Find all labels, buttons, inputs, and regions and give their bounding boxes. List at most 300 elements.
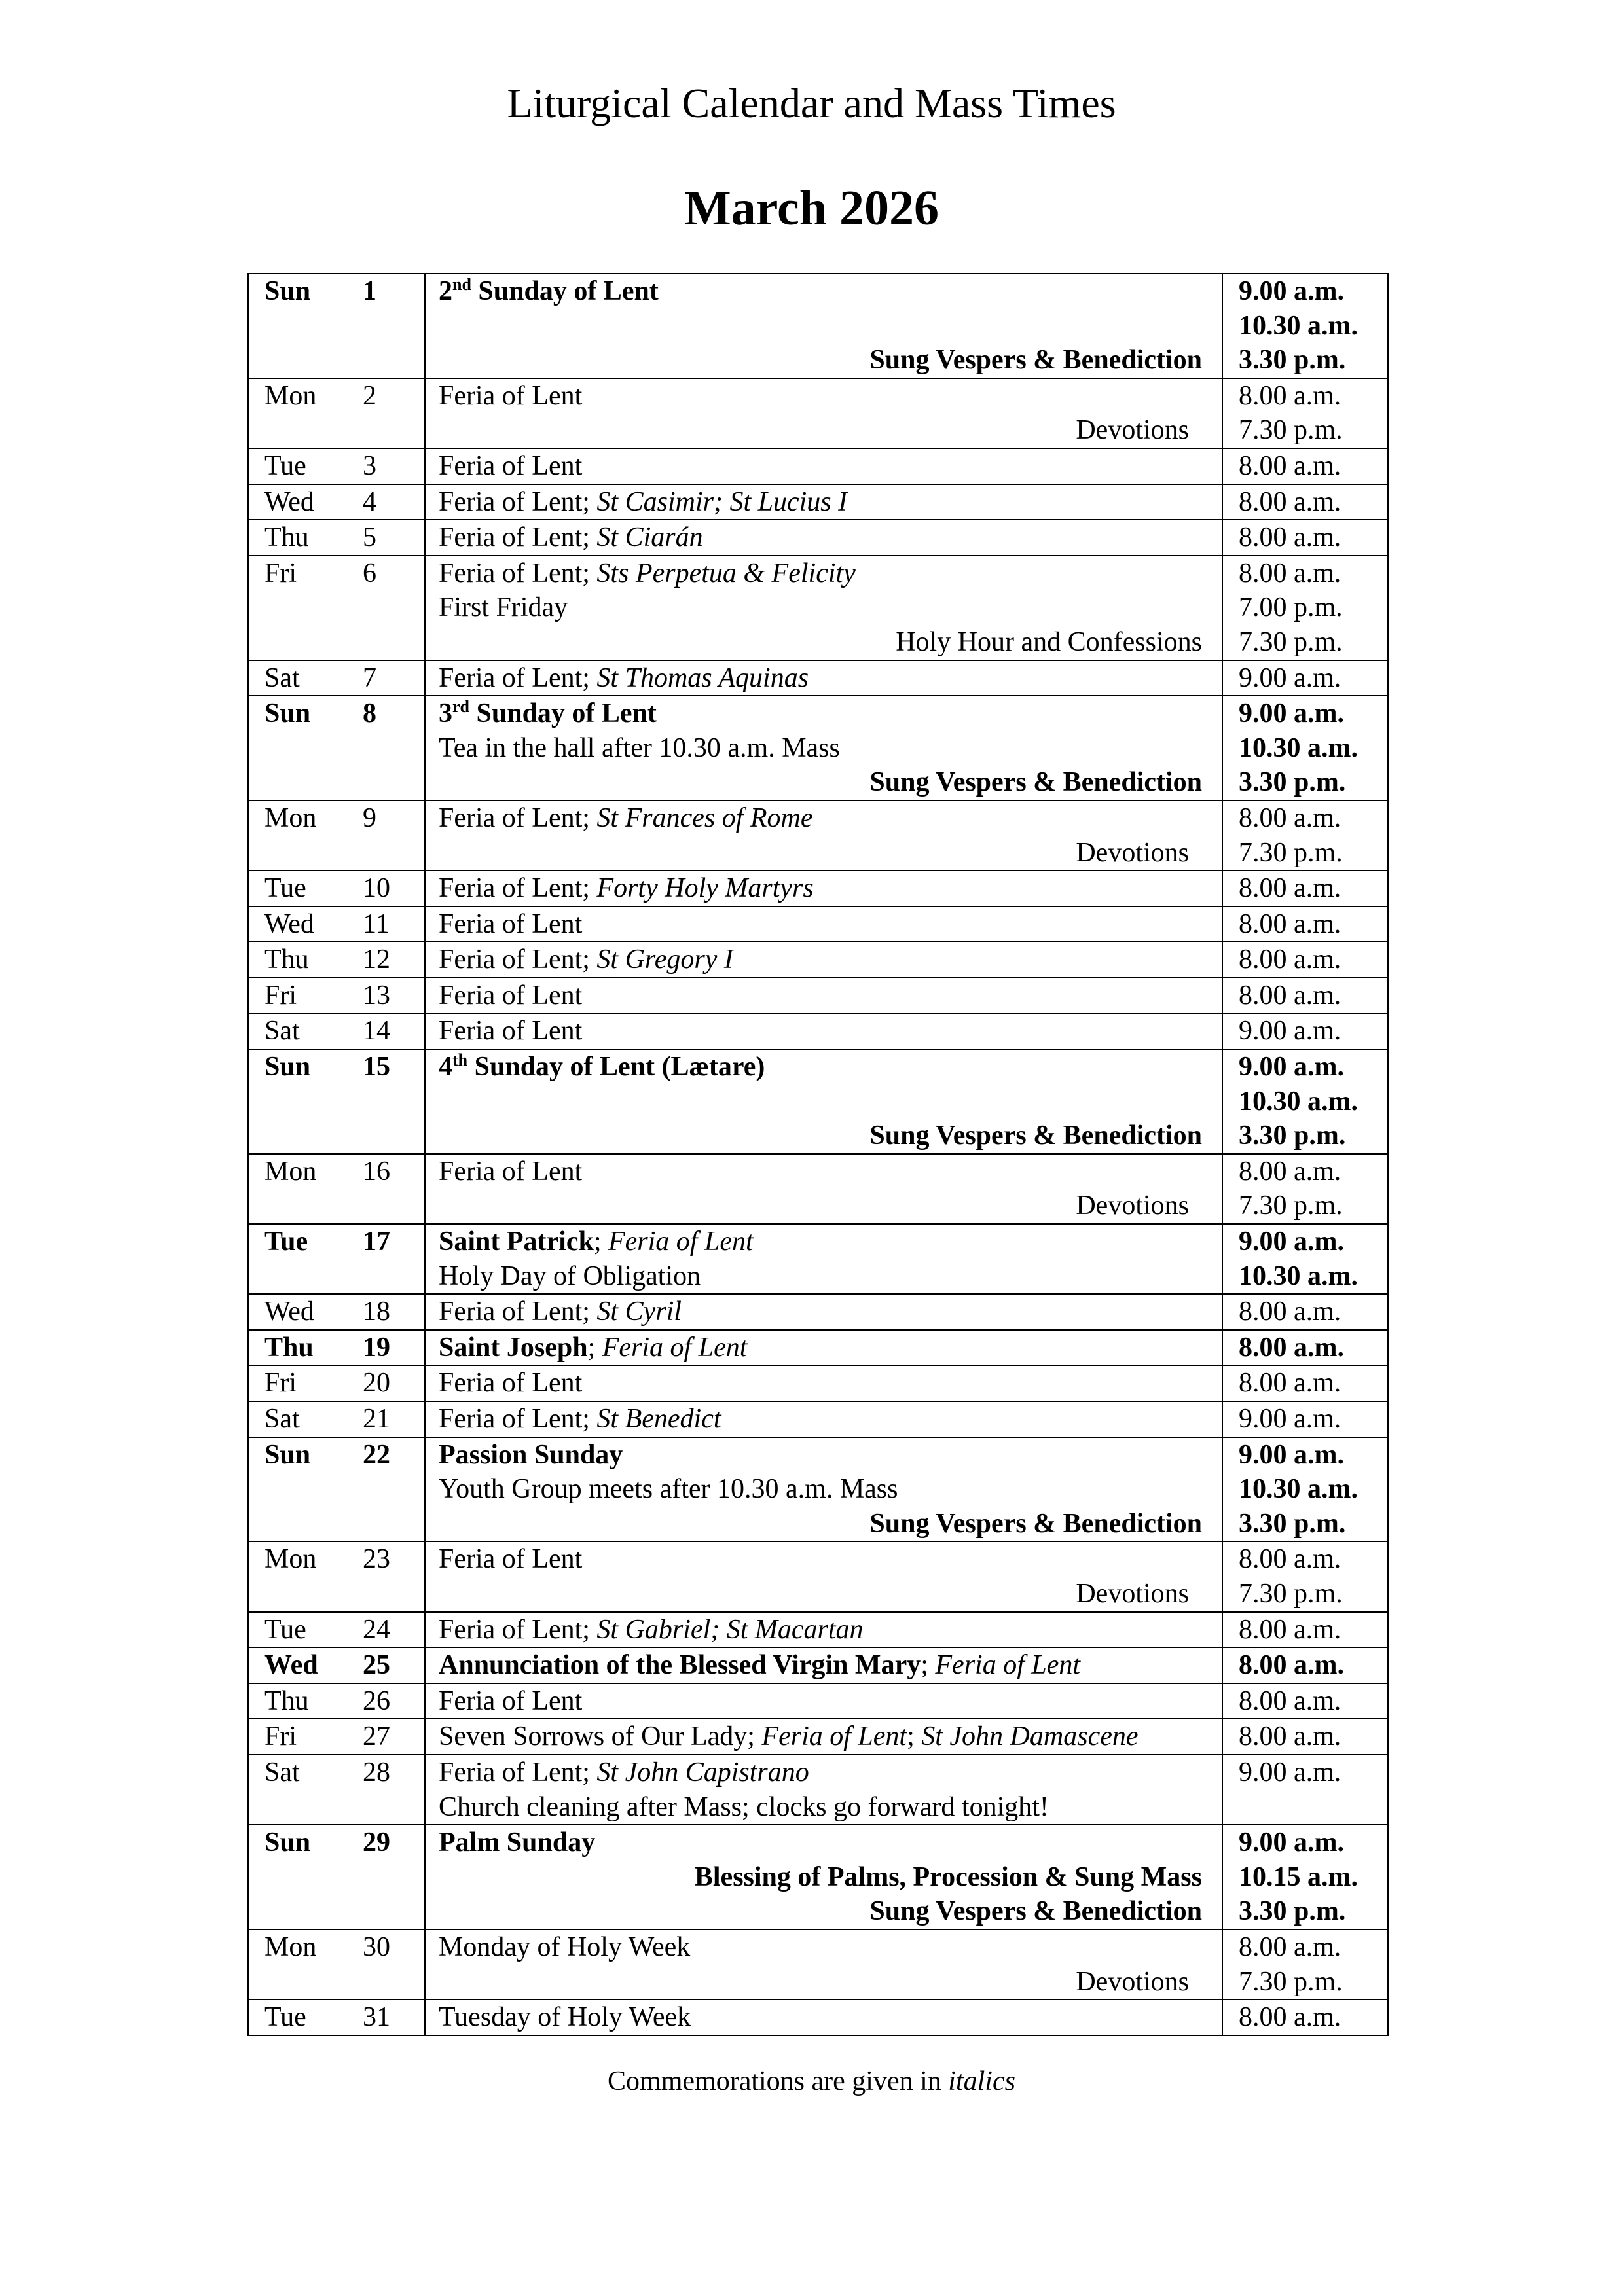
calendar-row	[248, 1330, 1388, 1366]
mass-time: 7.30 p.m.	[1239, 837, 1343, 868]
description-text: ;	[907, 1721, 922, 1752]
mass-times-cell	[1222, 1755, 1388, 1825]
mass-time: 8.00 a.m.	[1239, 1614, 1341, 1645]
description-text: Feria of Lent	[439, 380, 583, 411]
mass-time: 7.30 p.m.	[1239, 1966, 1343, 1997]
day-number: 31	[363, 2002, 390, 2033]
description-cell	[425, 1683, 1222, 1719]
day-cell	[248, 1049, 425, 1154]
description-text: Feria of Lent;	[439, 802, 597, 833]
commemoration-text: Feria of Lent	[602, 1332, 748, 1363]
day-cell	[248, 520, 425, 556]
mass-time: 8.00 a.m.	[1239, 450, 1341, 481]
calendar-row	[248, 978, 1388, 1014]
mass-time: 9.00 a.m.	[1239, 662, 1341, 693]
description-line	[439, 1259, 1202, 1294]
commemoration-text: St Casimir; St Lucius I	[596, 486, 848, 517]
description-cell	[425, 1294, 1222, 1330]
day-number: 28	[363, 1757, 390, 1787]
description-cell	[425, 1330, 1222, 1366]
description-text: Feria of Lent	[439, 1156, 583, 1187]
day-number: 8	[363, 698, 376, 729]
mass-time: 7.30 p.m.	[1239, 415, 1343, 446]
description-text: Feria of Lent	[439, 980, 583, 1011]
mass-time: 8.00 a.m.	[1239, 802, 1341, 833]
day-cell	[248, 378, 425, 448]
calendar-row	[248, 484, 1388, 520]
day-cell	[248, 1154, 425, 1224]
description-line	[439, 1225, 1202, 1259]
description-cell	[425, 1049, 1222, 1154]
mass-times-cell	[1222, 1612, 1388, 1648]
description-line	[439, 696, 1202, 731]
mass-time: 8.00 a.m.	[1239, 1650, 1344, 1681]
description-text: Feria of Lent	[439, 1016, 583, 1047]
day-name: Tue	[264, 873, 306, 904]
description-cell	[425, 378, 1222, 448]
day-number: 25	[363, 1650, 390, 1681]
day-number: 22	[363, 1439, 390, 1470]
day-name: Wed	[264, 1650, 318, 1681]
description-line	[439, 1755, 1202, 1790]
description-text: ;	[921, 1650, 936, 1681]
mass-time: 3.30 p.m.	[1239, 1121, 1346, 1151]
day-cell	[248, 870, 425, 906]
calendar-row	[248, 906, 1388, 942]
mass-times-cell	[1222, 660, 1388, 696]
description-cell	[425, 800, 1222, 870]
day-number: 16	[363, 1156, 390, 1187]
description-line	[439, 1189, 1202, 1223]
description-line	[439, 661, 1202, 696]
day-cell	[248, 1719, 425, 1755]
description-text: Sung Vespers & Benediction	[869, 1121, 1202, 1151]
day-number: 3	[363, 450, 376, 481]
description-line	[439, 1648, 1202, 1683]
mass-times-cell	[1222, 1294, 1388, 1330]
mass-times-cell	[1222, 378, 1388, 448]
description-cell	[425, 1365, 1222, 1401]
day-name: Mon	[264, 380, 317, 411]
description-text: 4	[439, 1052, 452, 1083]
commemoration-text: St Thomas Aquinas	[596, 662, 809, 693]
mass-times-cell	[1222, 520, 1388, 556]
description-cell	[425, 274, 1222, 378]
mass-time: 3.30 p.m.	[1239, 1508, 1346, 1539]
mass-time: 3.30 p.m.	[1239, 1896, 1346, 1927]
day-number: 10	[363, 873, 390, 904]
description-text: Feria of Lent;	[439, 873, 597, 904]
description-cell	[425, 1224, 1222, 1294]
mass-time: 8.00 a.m.	[1239, 558, 1341, 588]
commemoration-text: Sts Perpetua & Felicity	[596, 558, 856, 588]
commemoration-text: Feria of Lent	[935, 1650, 1081, 1681]
calendar-row	[248, 1401, 1388, 1437]
day-cell	[248, 1437, 425, 1542]
calendar-row	[248, 800, 1388, 870]
description-line	[439, 1085, 1202, 1119]
description-text: Sunday of Lent	[471, 276, 659, 306]
day-cell	[248, 696, 425, 800]
calendar-row	[248, 274, 1388, 378]
description-text: Passion Sunday	[439, 1439, 623, 1470]
day-number: 19	[363, 1332, 390, 1363]
day-cell	[248, 1013, 425, 1049]
description-line	[439, 1684, 1202, 1719]
description-text: Monday of Holy Week	[439, 1931, 691, 1962]
day-number: 24	[363, 1614, 390, 1645]
calendar-row	[248, 448, 1388, 484]
description-text: Devotions	[1076, 1191, 1189, 1221]
description-text: 2	[439, 276, 452, 306]
mass-time: 10.30 a.m.	[1239, 310, 1358, 341]
calendar-row	[248, 1825, 1388, 1929]
mass-time: 9.00 a.m.	[1239, 1439, 1344, 1470]
day-number: 23	[363, 1544, 390, 1575]
mass-time: 8.00 a.m.	[1239, 980, 1341, 1011]
day-name: Fri	[264, 980, 297, 1011]
description-text: Tuesday of Holy Week	[439, 2002, 691, 2033]
calendar-table	[247, 273, 1389, 2036]
description-text: 3	[439, 698, 452, 729]
day-number: 18	[363, 1297, 390, 1327]
commemoration-text: Forty Holy Martyrs	[596, 873, 814, 904]
calendar-row	[248, 1224, 1388, 1294]
mass-time: 10.30 a.m.	[1239, 1474, 1358, 1505]
description-text: Feria of Lent;	[439, 1614, 597, 1645]
day-cell	[248, 1294, 425, 1330]
ordinal-suffix: th	[452, 1050, 468, 1070]
description-line	[439, 1295, 1202, 1329]
day-name: Sun	[264, 1052, 311, 1083]
mass-time: 7.30 p.m.	[1239, 1191, 1343, 1221]
description-text: Holy Hour and Confessions	[896, 626, 1202, 657]
day-name: Fri	[264, 558, 297, 588]
footnote-text: Commemorations are given in	[608, 2066, 949, 2096]
description-text: Feria of Lent	[439, 908, 583, 939]
description-cell	[425, 484, 1222, 520]
day-name: Mon	[264, 1156, 317, 1187]
day-cell	[248, 942, 425, 978]
calendar-row	[248, 1437, 1388, 1542]
mass-time: 3.30 p.m.	[1239, 767, 1346, 798]
day-cell	[248, 1330, 425, 1366]
calendar-row	[248, 2000, 1388, 2036]
calendar-row	[248, 520, 1388, 556]
day-name: Sat	[264, 1757, 300, 1787]
description-text: Feria of Lent;	[439, 1297, 597, 1327]
description-line	[439, 1155, 1202, 1189]
day-name: Tue	[264, 1614, 306, 1645]
calendar-row	[248, 1049, 1388, 1154]
day-cell	[248, 2000, 425, 2036]
description-text: ;	[587, 1332, 602, 1363]
day-name: Sat	[264, 1016, 300, 1047]
commemoration-text: St Ciarán	[596, 522, 703, 553]
day-name: Mon	[264, 1544, 317, 1575]
day-cell	[248, 448, 425, 484]
description-line	[439, 413, 1202, 448]
mass-time: 8.00 a.m.	[1239, 1332, 1344, 1363]
calendar-row	[248, 696, 1388, 800]
description-line	[439, 274, 1202, 309]
mass-time: 9.00 a.m.	[1239, 1052, 1344, 1083]
calendar-row	[248, 1154, 1388, 1224]
mass-time: 9.00 a.m.	[1239, 698, 1344, 729]
description-cell	[425, 1437, 1222, 1542]
description-line	[439, 871, 1202, 906]
day-number: 1	[363, 276, 376, 306]
description-line	[439, 907, 1202, 942]
description-line	[439, 449, 1202, 484]
description-cell	[425, 870, 1222, 906]
description-cell	[425, 978, 1222, 1014]
description-line	[439, 765, 1202, 800]
description-cell	[425, 1013, 1222, 1049]
day-name: Thu	[264, 1685, 309, 1716]
commemoration-text: Feria of Lent	[761, 1721, 907, 1752]
mass-times-cell	[1222, 448, 1388, 484]
day-name: Tue	[264, 1227, 308, 1257]
description-text: Sunday of Lent (Lætare)	[467, 1052, 765, 1083]
description-text: Feria of Lent;	[439, 944, 597, 975]
day-cell	[248, 1647, 425, 1683]
footnote-italic: italics	[948, 2066, 1015, 2096]
mass-times-cell	[1222, 942, 1388, 978]
document-title: Liturgical Calendar and Mass Times	[507, 80, 1116, 126]
mass-times-cell	[1222, 1825, 1388, 1929]
mass-times-cell	[1222, 1224, 1388, 1294]
day-name: Mon	[264, 1931, 317, 1962]
mass-times-cell	[1222, 1683, 1388, 1719]
day-name: Tue	[264, 2002, 306, 2033]
description-line	[439, 343, 1202, 378]
description-line	[439, 485, 1202, 520]
mass-times-cell	[1222, 1647, 1388, 1683]
description-line	[439, 836, 1202, 870]
description-cell	[425, 906, 1222, 942]
description-text: Seven Sorrows of Our Lady;	[439, 1721, 762, 1752]
commemoration-text: St Benedict	[596, 1404, 721, 1434]
description-text: Feria of Lent;	[439, 558, 597, 588]
mass-times-cell	[1222, 1365, 1388, 1401]
day-number: 29	[363, 1827, 390, 1858]
description-line	[439, 556, 1202, 591]
day-number: 17	[363, 1227, 390, 1257]
mass-time: 8.00 a.m.	[1239, 944, 1341, 975]
day-cell	[248, 274, 425, 378]
mass-time: 7.30 p.m.	[1239, 626, 1343, 657]
calendar-row	[248, 378, 1388, 448]
mass-time: 8.00 a.m.	[1239, 1931, 1341, 1962]
day-name: Tue	[264, 450, 306, 481]
mass-time: 8.00 a.m.	[1239, 1297, 1341, 1327]
description-text: Saint Joseph	[439, 1332, 588, 1363]
description-line	[439, 1472, 1202, 1507]
day-cell	[248, 978, 425, 1014]
day-name: Sun	[264, 1827, 311, 1858]
description-cell	[425, 1755, 1222, 1825]
day-cell	[248, 906, 425, 942]
description-text: First Friday	[439, 592, 568, 623]
description-cell	[425, 1401, 1222, 1437]
description-text: Youth Group meets after 10.30 a.m. Mass	[439, 1474, 898, 1505]
description-line	[439, 1860, 1202, 1895]
mass-time: 9.00 a.m.	[1239, 276, 1344, 306]
description-line	[439, 590, 1202, 625]
ordinal-suffix: rd	[452, 697, 469, 717]
day-number: 13	[363, 980, 390, 1011]
calendar-row	[248, 1683, 1388, 1719]
description-line	[439, 978, 1202, 1013]
description-text: Sung Vespers & Benediction	[869, 1896, 1202, 1927]
description-line	[439, 1507, 1202, 1541]
day-number: 12	[363, 944, 390, 975]
mass-time: 8.00 a.m.	[1239, 873, 1341, 904]
description-text: Feria of Lent;	[439, 1757, 597, 1787]
description-text: Feria of Lent;	[439, 486, 597, 517]
description-line	[439, 1119, 1202, 1153]
day-name: Sat	[264, 662, 300, 693]
day-number: 14	[363, 1016, 390, 1047]
description-text: Devotions	[1076, 837, 1189, 868]
calendar-row	[248, 660, 1388, 696]
day-name: Wed	[264, 1297, 314, 1327]
description-line	[439, 801, 1202, 836]
description-text: Church cleaning after Mass; clocks go forward tonight!	[439, 1791, 1049, 1822]
description-text: Feria of Lent	[439, 1685, 583, 1716]
mass-times-cell	[1222, 870, 1388, 906]
day-number: 21	[363, 1404, 390, 1434]
mass-time: 9.00 a.m.	[1239, 1827, 1344, 1858]
commemoration-text: St Cyril	[596, 1297, 682, 1327]
mass-time: 8.00 a.m.	[1239, 908, 1341, 939]
mass-times-cell	[1222, 1541, 1388, 1611]
description-cell	[425, 696, 1222, 800]
day-number: 6	[363, 558, 376, 588]
description-line	[439, 1331, 1202, 1365]
description-line	[439, 1965, 1202, 2000]
mass-time: 8.00 a.m.	[1239, 1368, 1341, 1399]
day-cell	[248, 1683, 425, 1719]
mass-times-cell	[1222, 1929, 1388, 2000]
mass-times-cell	[1222, 556, 1388, 660]
day-name: Sun	[264, 276, 311, 306]
day-number: 30	[363, 1931, 390, 1962]
description-text: ;	[593, 1227, 608, 1257]
description-line	[439, 1790, 1202, 1825]
mass-times-cell	[1222, 1401, 1388, 1437]
mass-times-cell	[1222, 696, 1388, 800]
description-line	[439, 1930, 1202, 1965]
mass-time: 9.00 a.m.	[1239, 1016, 1341, 1047]
mass-times-cell	[1222, 1330, 1388, 1366]
mass-time: 8.00 a.m.	[1239, 486, 1341, 517]
description-cell	[425, 942, 1222, 978]
description-line	[439, 2000, 1202, 2035]
description-text: Blessing of Palms, Procession & Sung Mass	[694, 1861, 1202, 1892]
day-cell	[248, 1612, 425, 1648]
mass-time: 8.00 a.m.	[1239, 1544, 1341, 1575]
mass-time: 8.00 a.m.	[1239, 1685, 1341, 1716]
day-cell	[248, 1365, 425, 1401]
mass-times-cell	[1222, 1154, 1388, 1224]
description-text: Sunday of Lent	[469, 698, 657, 729]
calendar-row	[248, 1755, 1388, 1825]
calendar-row	[248, 1647, 1388, 1683]
commemoration-text: St John Damascene	[921, 1721, 1139, 1752]
description-text: Feria of Lent;	[439, 522, 597, 553]
day-cell	[248, 660, 425, 696]
day-number: 9	[363, 802, 376, 833]
day-number: 7	[363, 662, 376, 693]
mass-time: 8.00 a.m.	[1239, 1156, 1341, 1187]
description-line	[439, 1542, 1202, 1577]
description-text: Feria of Lent	[439, 1544, 583, 1575]
day-name: Wed	[264, 486, 314, 517]
calendar-body	[248, 274, 1388, 2036]
mass-times-cell	[1222, 1719, 1388, 1755]
description-cell	[425, 1154, 1222, 1224]
description-text: Devotions	[1076, 1966, 1189, 1997]
description-text: Saint Patrick	[439, 1227, 594, 1257]
description-line	[439, 1402, 1202, 1437]
day-number: 2	[363, 380, 376, 411]
description-line	[439, 1825, 1202, 1860]
day-cell	[248, 1541, 425, 1611]
day-cell	[248, 484, 425, 520]
description-line	[439, 309, 1202, 344]
description-text: Feria of Lent;	[439, 662, 597, 693]
description-line	[439, 1366, 1202, 1401]
description-line	[439, 520, 1202, 555]
description-line	[439, 1719, 1202, 1754]
description-cell	[425, 1647, 1222, 1683]
calendar-row	[248, 556, 1388, 660]
mass-time: 8.00 a.m.	[1239, 380, 1341, 411]
calendar-row	[248, 1013, 1388, 1049]
description-line	[439, 1613, 1202, 1647]
calendar-row	[248, 1365, 1388, 1401]
commemoration-text: St Frances of Rome	[596, 802, 813, 833]
day-number: 5	[363, 522, 376, 553]
commemoration-text: St Gregory I	[596, 944, 733, 975]
commemoration-text: Feria of Lent	[608, 1227, 754, 1257]
day-number: 4	[363, 486, 376, 517]
description-cell	[425, 556, 1222, 660]
day-cell	[248, 1401, 425, 1437]
day-name: Sat	[264, 1404, 300, 1434]
mass-times-cell	[1222, 978, 1388, 1014]
description-text: Devotions	[1076, 1578, 1189, 1609]
day-cell	[248, 1929, 425, 2000]
commemoration-text: St Gabriel; St Macartan	[596, 1614, 864, 1645]
calendar-row	[248, 1719, 1388, 1755]
description-text: Palm Sunday	[439, 1827, 596, 1858]
day-cell	[248, 556, 425, 660]
description-line	[439, 1014, 1202, 1049]
day-cell	[248, 800, 425, 870]
day-number: 27	[363, 1721, 390, 1752]
mass-times-cell	[1222, 1013, 1388, 1049]
day-cell	[248, 1755, 425, 1825]
mass-time: 10.30 a.m.	[1239, 1086, 1358, 1117]
mass-times-cell	[1222, 906, 1388, 942]
mass-time: 10.30 a.m.	[1239, 1261, 1358, 1291]
commemoration-text: St John Capistrano	[596, 1757, 809, 1787]
mass-times-cell	[1222, 1049, 1388, 1154]
description-text: Feria of Lent	[439, 1368, 583, 1399]
